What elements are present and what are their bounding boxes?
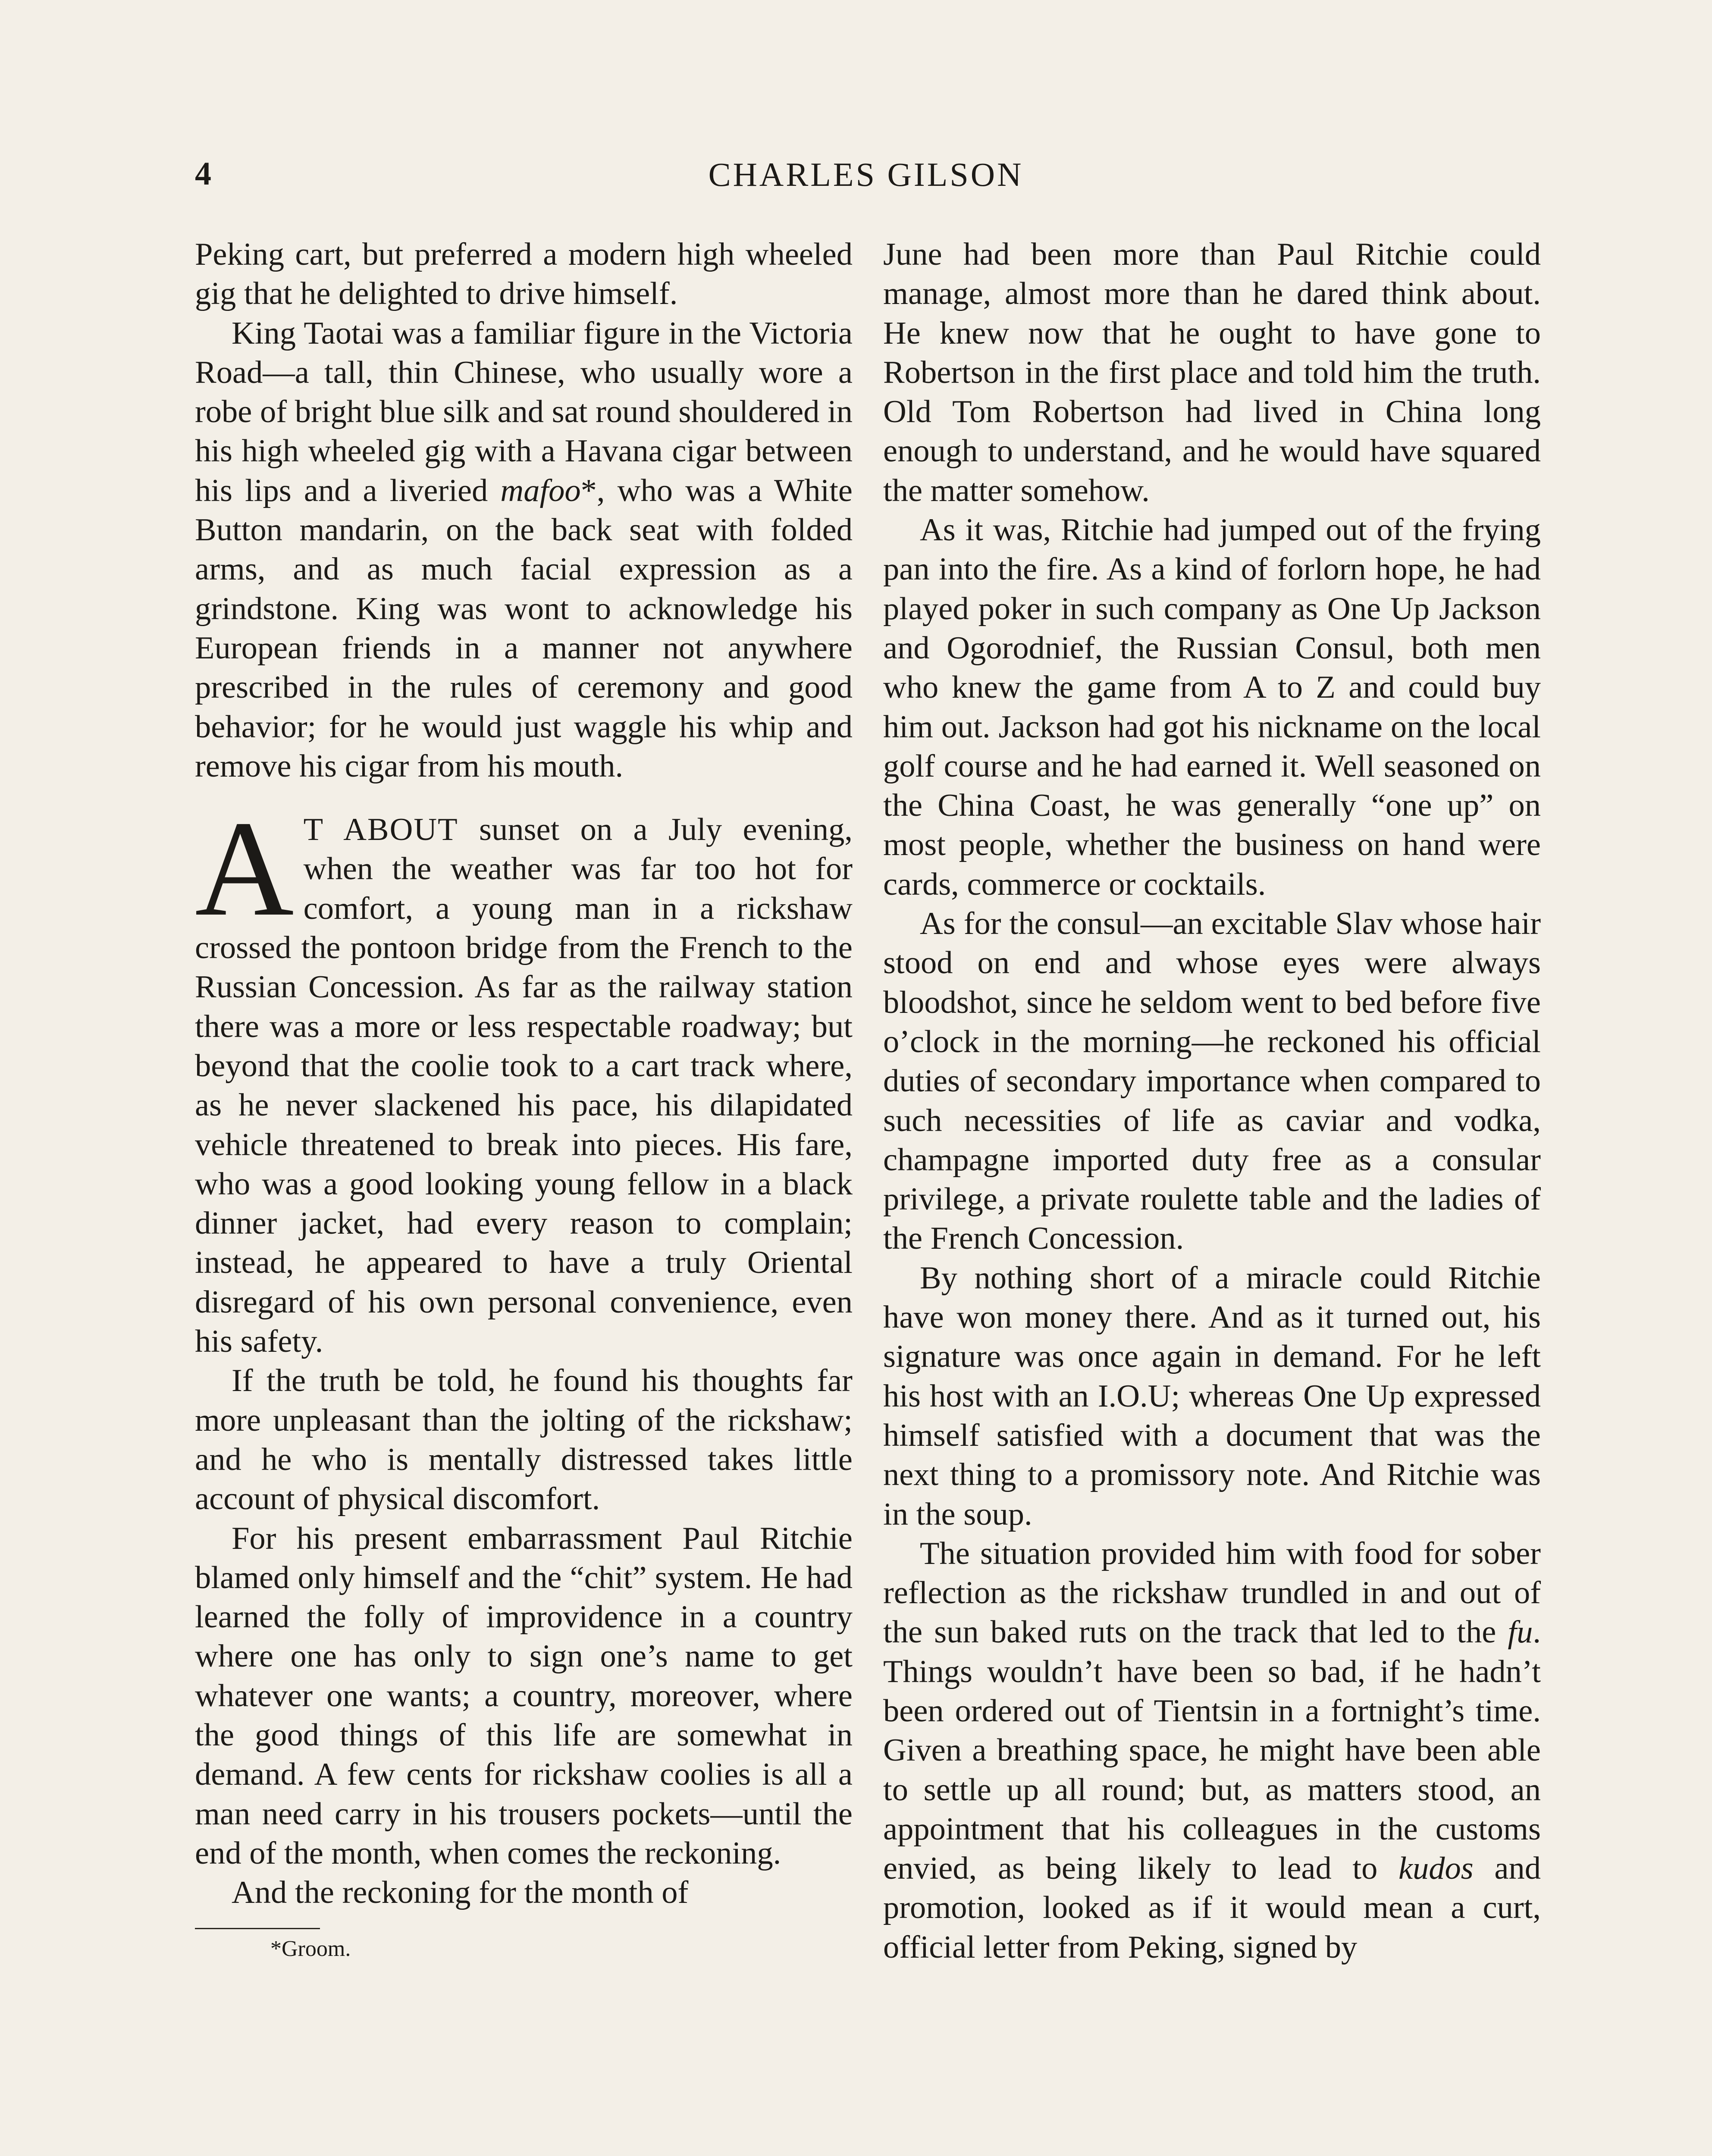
paragraph	[883, 1534, 1541, 1967]
text-run: sunset on a July evening, when the weather was far too hot for comfort, a young man in a rickshaw crossed the pontoon bridge from the French to the Russian Concession. As far as the railway station there was a more or less respectable roadway; but beyond that the coolie took to a cart track where, as he never slackened his pace, his dilapidated vehicle threatened to break into pieces. His fare, who was a good looking young fellow in a black dinner jacket, had every reason to complain; instead, he appeared to have a truly Oriental disregard of his own personal convenience, even his safety.	[195, 812, 853, 1360]
italic-term: mafoo	[500, 473, 581, 508]
drop-cap: A	[195, 793, 294, 945]
running-head: CHARLES GILSON	[708, 156, 1024, 193]
paragraph: As for the consul—an excitable Slav whose hair stood on end and whose eyes were always bloodshot, since he seldom went to bed before five o’clock in the morning—he reckoned his official duties of secondary importance when compared to such necessities of life as caviar and vodka, champagne imported duty free as a consular privilege, a private roulette table and the ladies of the French Concession.	[883, 906, 1541, 1257]
italic-term: fu	[1508, 1614, 1533, 1650]
footnote-rule	[195, 1928, 320, 1929]
small-caps-lead: T ABOUT	[303, 812, 458, 848]
text-run: The situation provided him with food for sober reflection as the rickshaw trundled in and out of the sun baked ruts on the track that led to the	[883, 1536, 1541, 1650]
paragraph	[195, 314, 853, 787]
page-header	[195, 155, 1537, 203]
text-run: King Taotai was a familiar figure in the Victoria Road—a tall, thin Chinese, who usually wore a robe of bright blue silk and sat round shouldered in his high wheeled gig with a Havana cigar between his lips and a liveried	[195, 315, 853, 508]
paragraph: If the truth be told, he found his thoughts far more unpleasant than the jolting of the rickshaw; and he who is mentally distressed takes little account of physical discomfort.	[195, 1363, 853, 1517]
paragraph: As it was, Ritchie had jumped out of the frying pan into the fire. As a kind of forlorn hope, he had played poker in such company as One Up Jackson and Ogorodnief, the Russian Consul, both men who knew the game from A to Z and could buy him out. Jackson had got his nickname on the local golf course and he had earned it. Well seasoned on the China Coast, he was generally “one up” on most people, whether the business on hand were cards, commerce or cocktails.	[883, 512, 1541, 902]
italic-term: kudos	[1398, 1851, 1474, 1887]
paragraph: And the reckoning for the month of	[232, 1875, 689, 1911]
text-run: and promotion, looked as if it would mean a curt, official letter from Peking, signed by	[883, 1851, 1541, 1965]
paragraph: By nothing short of a miracle could Ritchie have won money there. And as it turned out, his signature was once again in demand. For he left his host with an I.O.U; whereas One Up expressed himself satisfied with a document that was the next thing to a promissory note. And Ritchie was in the soup.	[883, 1260, 1541, 1532]
text-run: . Things wouldn’t have been so bad, if he hadn’t been ordered out of Tientsin in a fortnight’s time. Given a breathing space, he might have been able to settle up all round; but, as matters stood, an appointment that his colleagues in the customs envied, as being likely to lead to	[883, 1614, 1541, 1887]
section-opening-paragraph	[195, 793, 853, 1361]
footnote: *Groom.	[270, 1937, 351, 1962]
right-column	[883, 235, 1541, 1967]
paragraph: June had been more than Paul Ritchie could manage, almost more than he dared think about. He knew now that he ought to have gone to Robertson in the first place and told him the truth. Old Tom Robertson had lived in China long enough to understand, and he would have squared the matter somehow.	[883, 237, 1541, 508]
left-column	[195, 235, 853, 1962]
page-number: 4	[195, 156, 211, 192]
paragraph: Peking cart, but preferred a modern high wheeled gig that he delighted to drive himself.	[195, 237, 853, 312]
text-run: *, who was a White Button mandarin, on the back seat with folded arms, and as much facial expression as a grindstone. King was wont to acknowledge his European friends in a manner not anywhere prescribed in the rules of ceremony and good behavior; for he would just waggle his whip and remove his cigar from his mouth.	[195, 473, 853, 784]
paragraph: For his present embarrassment Paul Ritchie blamed only himself and the “chit” system. He had learned the folly of improvidence in a country where one has only to sign one’s name to get whatever one wants; a country, moreover, where the good things of this life are somewhat in demand. A few cents for rickshaw coolies is all a man need carry in his trousers pockets—until the end of the month, when comes the reckoning.	[195, 1520, 853, 1871]
